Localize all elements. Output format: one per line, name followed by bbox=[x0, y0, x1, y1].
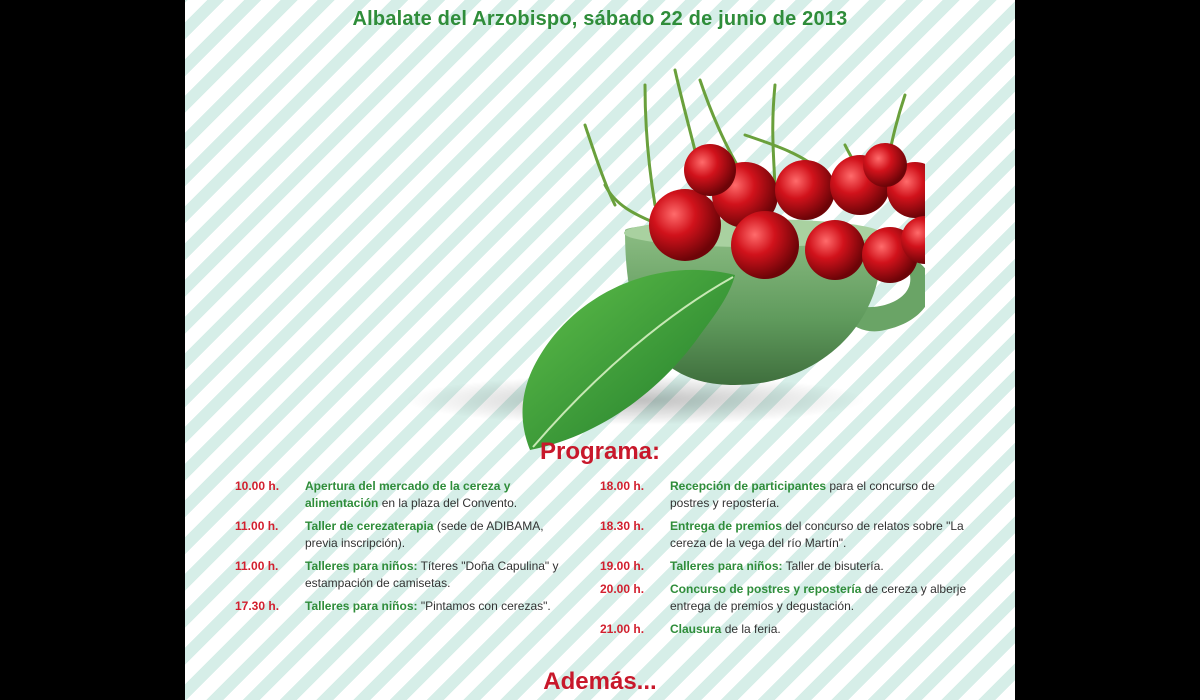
schedule-item bbox=[235, 598, 575, 615]
event-date-location: Albalate del Arzobispo, sábado 22 de junio de 2013 bbox=[352, 8, 848, 30]
schedule-text: del concurso de relatos sobre "La cereza de la vega del río Martín". bbox=[670, 519, 964, 550]
event-poster bbox=[185, 0, 1015, 700]
ademas-heading: Además... bbox=[543, 668, 657, 695]
schedule-description bbox=[670, 558, 970, 575]
schedule-text: de la feria. bbox=[721, 622, 781, 636]
schedule-highlight: Concurso de postres y repostería bbox=[670, 582, 862, 596]
schedule-highlight: Talleres para niños: bbox=[305, 599, 418, 613]
schedule-item bbox=[600, 621, 970, 638]
schedule-highlight: Entrega de premios bbox=[670, 519, 783, 533]
cherry-bowl-illustration bbox=[305, 55, 925, 455]
schedule-highlight: Talleres para niños: bbox=[670, 559, 783, 573]
schedule-text: "Pintamos con cerezas". bbox=[417, 599, 551, 613]
schedule-description bbox=[305, 478, 575, 512]
schedule-description bbox=[670, 518, 970, 552]
schedule-description bbox=[305, 558, 575, 592]
schedule-text: (sede de ADIBAMA, previa inscripción). bbox=[305, 519, 544, 550]
schedule-item bbox=[235, 558, 575, 592]
schedule-text: para el concurso de postres y repostería. bbox=[670, 479, 935, 510]
schedule-item bbox=[600, 478, 970, 512]
schedule-item bbox=[235, 478, 575, 512]
schedule-text: Títeres "Doña Capulina" y estampación de camisetas. bbox=[305, 559, 559, 590]
schedule-time: 21.00 h. bbox=[600, 622, 645, 636]
schedule-highlight: Recepción de participantes bbox=[670, 479, 827, 493]
schedule-time: 18.30 h. bbox=[600, 519, 645, 533]
schedule-text: en la plaza del Convento. bbox=[378, 496, 518, 510]
schedule-highlight: Apertura del mercado de la cereza y bbox=[305, 479, 511, 493]
schedule-highlight-2: alimentación bbox=[305, 496, 379, 510]
schedule-time: 11.00 h. bbox=[235, 559, 279, 573]
schedule-time: 17.30 h. bbox=[235, 599, 280, 613]
schedule-time: 19.00 h. bbox=[600, 559, 645, 573]
schedule-item bbox=[235, 518, 575, 552]
schedule-item bbox=[600, 581, 970, 615]
schedule-highlight: Taller de cerezaterapia bbox=[305, 519, 434, 533]
schedule-description bbox=[670, 581, 970, 615]
schedule-time: 20.00 h. bbox=[600, 582, 645, 596]
schedule-highlight: Talleres para niños: bbox=[305, 559, 418, 573]
schedule-item bbox=[600, 558, 970, 575]
schedule-description bbox=[670, 621, 970, 638]
schedule-text: de cereza y alberje entrega de premios y degustación. bbox=[670, 582, 967, 613]
schedule-left-column bbox=[235, 478, 575, 621]
schedule-time: 18.00 h. bbox=[600, 479, 645, 493]
schedule-time: 11.00 h. bbox=[235, 519, 279, 533]
schedule-text: Taller de bisutería. bbox=[782, 559, 884, 573]
schedule-description bbox=[305, 518, 575, 552]
schedule-right-column bbox=[600, 478, 970, 644]
schedule-item bbox=[600, 518, 970, 552]
schedule-time: 10.00 h. bbox=[235, 479, 280, 493]
schedule-description bbox=[305, 598, 575, 615]
programa-heading: Programa: bbox=[539, 438, 661, 465]
schedule-description bbox=[670, 478, 970, 512]
schedule-highlight: Clausura bbox=[670, 622, 722, 636]
